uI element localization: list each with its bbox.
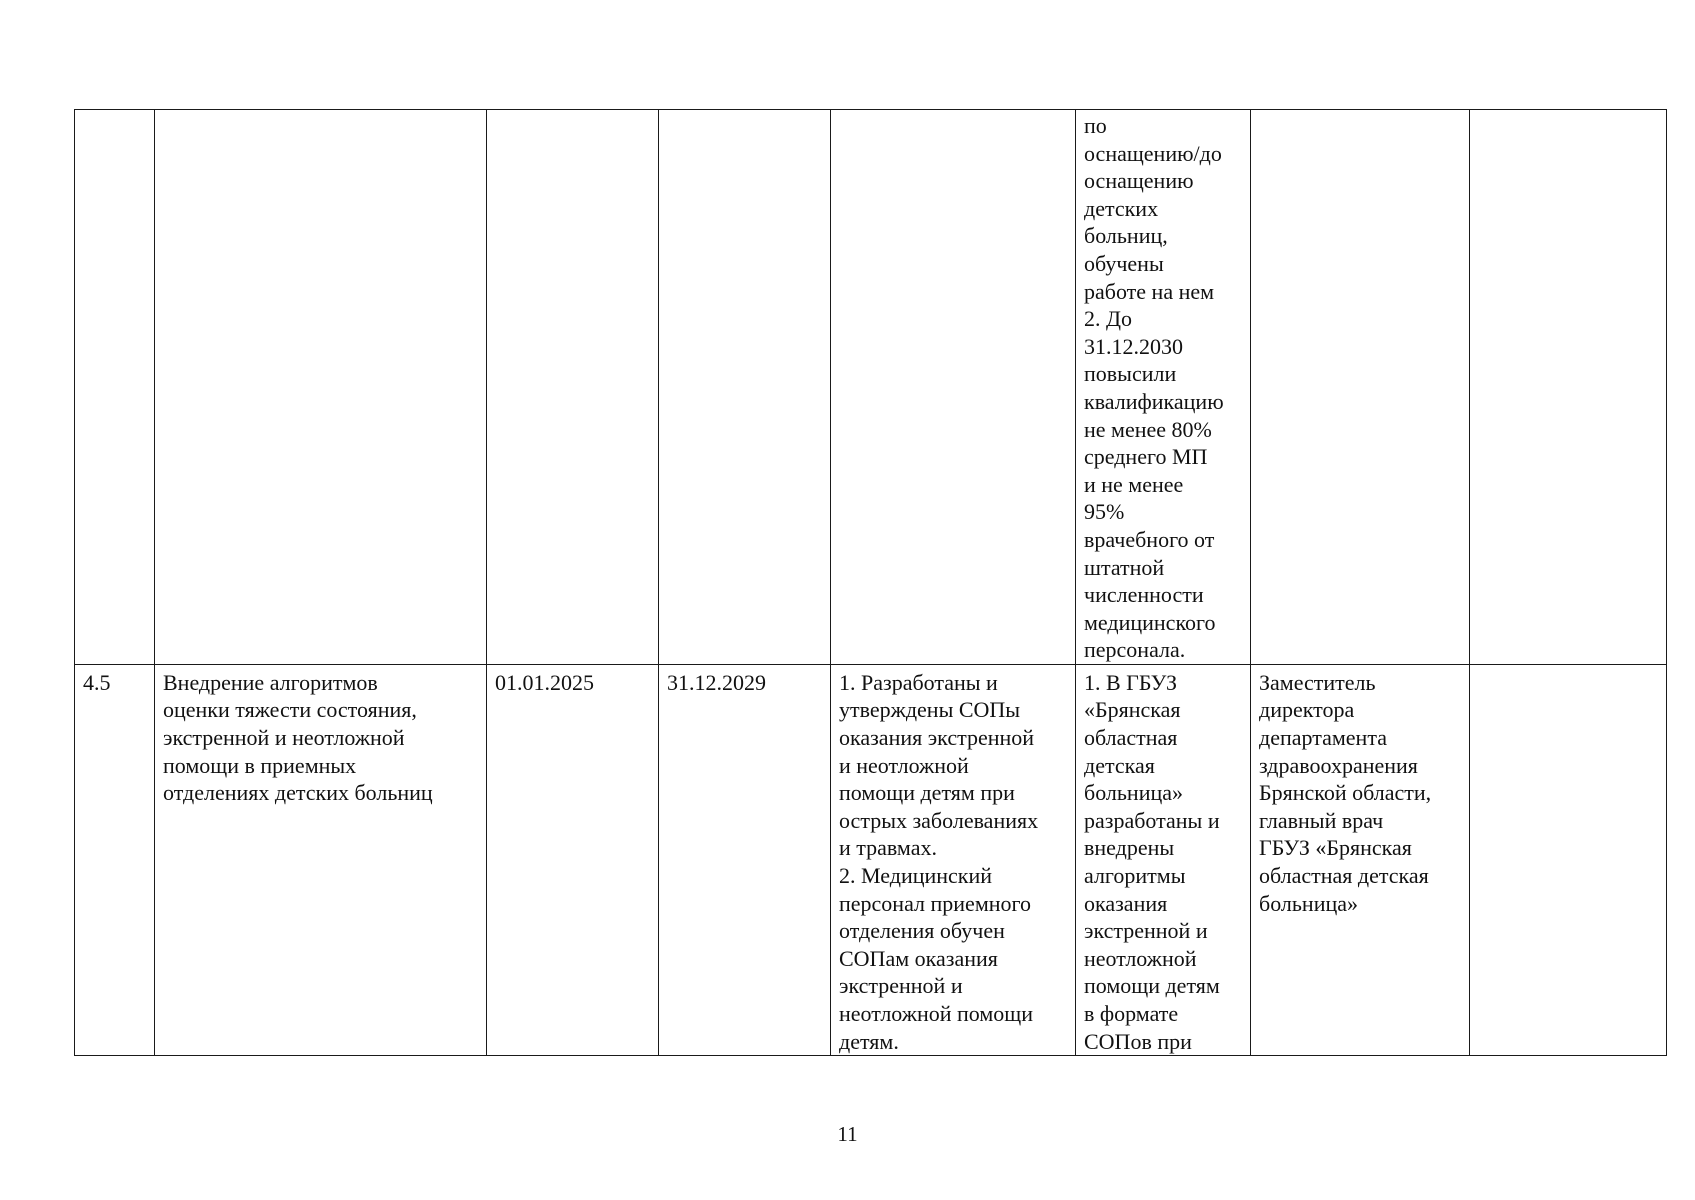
table-row-continuation	[75, 110, 1667, 665]
cell-responsible: Заместитель директора департамента здравоохранения Брянской области, главный врач ГБУЗ «Брянская областная детская больница»	[1251, 664, 1470, 1055]
page-number: 11	[837, 1122, 858, 1146]
cell-expected-result: 1. Разработаны и утверждены СОПы оказания экстренной и неотложной помощи детям при острых заболеваниях и травмах. 2. Медицинский персонал приемного отделения обучен СОПам оказания экстренной и неотложной помощи детям.	[831, 664, 1076, 1055]
cell-responsible	[1251, 110, 1470, 665]
table-row-4-5	[75, 664, 1667, 1055]
cell-activity	[155, 110, 487, 665]
cell-start-date	[487, 110, 659, 665]
cell-end-date: 31.12.2029	[659, 664, 831, 1055]
cell-end-date	[659, 110, 831, 665]
cell-number: 4.5	[75, 664, 155, 1055]
cell-start-date: 01.01.2025	[487, 664, 659, 1055]
cell-indicator: 1. В ГБУЗ «Брянская областная детская больница» разработаны и внедрены алгоритмы оказания экстренной и неотложной помощи детям в формате СОПов при	[1076, 664, 1251, 1055]
cell-notes	[1470, 664, 1667, 1055]
cell-expected-result	[831, 110, 1076, 665]
cell-indicator: по оснащению/до оснащению детских больниц, обучены работе на нем 2. До 31.12.2030 повысили квалификацию не менее 80% среднего МП и не менее 95% врачебного от штатной численности медицинского персонала.	[1076, 110, 1251, 665]
cell-notes	[1470, 110, 1667, 665]
cell-activity: Внедрение алгоритмов оценки тяжести состояния, экстренной и неотложной помощи в приемных отделениях детских больниц	[155, 664, 487, 1055]
cell-number	[75, 110, 155, 665]
plan-table	[74, 109, 1667, 1056]
